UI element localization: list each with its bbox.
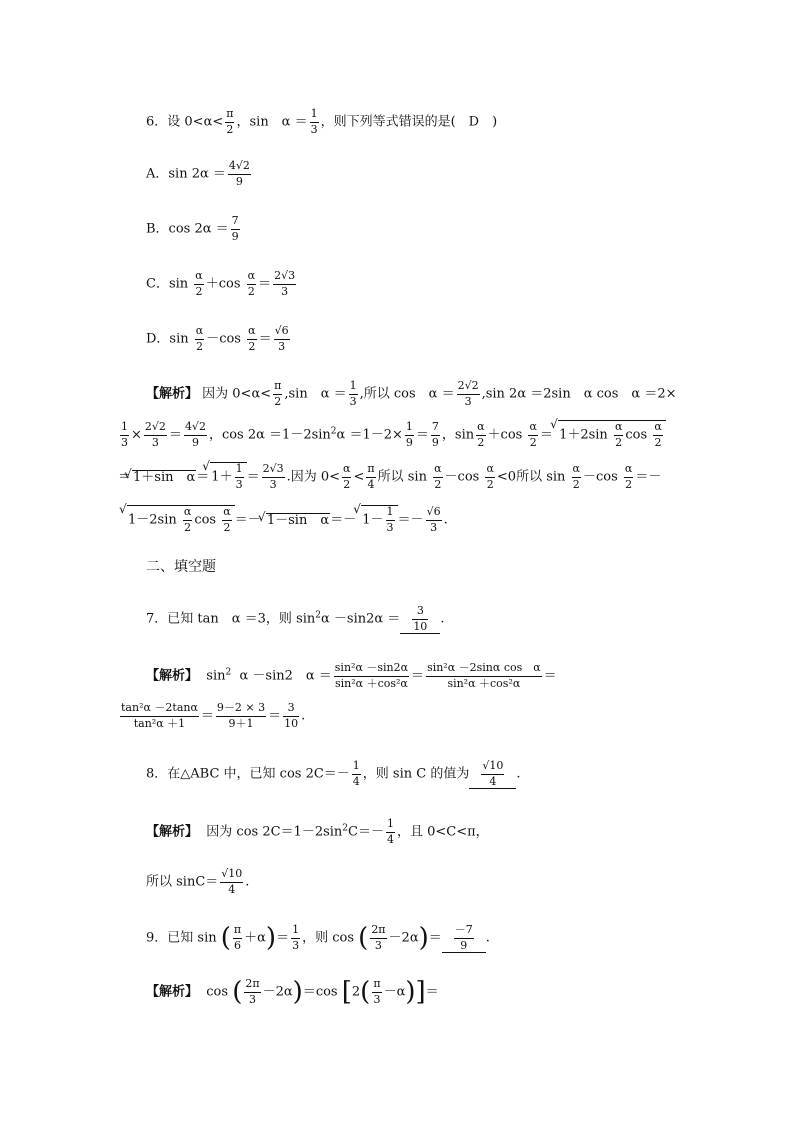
math-text: ，且 0<C<π， <box>396 824 489 840</box>
fraction <box>120 421 129 449</box>
math-text: <0所以 sin <box>496 469 566 485</box>
fraction-numerator: √10 <box>220 868 243 883</box>
square-root <box>558 420 666 449</box>
fraction-numerator: 2√2 <box>144 421 167 436</box>
math-text: C＝－ <box>348 824 384 840</box>
sol6-line4 <box>126 505 448 534</box>
fraction-numerator: tan²α －2tanα <box>120 702 199 717</box>
math-text: ＋cos <box>487 427 523 443</box>
square-root <box>127 505 235 534</box>
solution-tag: 【解析】 <box>146 824 199 840</box>
fraction <box>614 421 623 449</box>
fraction-denominator: 2 <box>434 477 442 491</box>
math-text: －2α <box>388 930 419 946</box>
fraction-denominator: 3 <box>386 520 394 534</box>
fraction <box>291 924 300 952</box>
math-text: 所以 sin <box>377 469 427 485</box>
fraction-denominator: 3 <box>269 477 277 491</box>
math-text: －cos <box>582 469 618 485</box>
math-text: cos <box>625 427 648 443</box>
fraction-denominator: 2 <box>654 435 662 449</box>
fraction-numerator: α <box>342 463 351 478</box>
fraction <box>370 924 386 952</box>
square-root <box>210 462 246 491</box>
fraction-denominator: tan²α ＋1 <box>133 716 186 730</box>
fraction-numerator: α <box>194 270 203 285</box>
fraction-numerator: α <box>183 506 192 521</box>
fraction <box>231 215 240 243</box>
math-text: cos <box>206 984 229 1000</box>
fraction-denominator: 4 <box>489 774 497 788</box>
math-text: . <box>485 930 490 946</box>
math-text: ＝ <box>196 469 210 485</box>
q9-stem <box>146 924 490 953</box>
fraction-numerator: π <box>225 108 234 123</box>
math-text: ，cos 2α ＝1－2sin <box>208 427 331 443</box>
fraction-numerator: 4√2 <box>184 421 207 436</box>
fraction <box>194 270 203 298</box>
fraction-denominator: sin²α ＋cos²α <box>447 676 521 690</box>
fraction-denominator: 10 <box>284 716 299 730</box>
fraction-numerator: α <box>572 463 581 478</box>
fraction-numerator: 3 <box>412 605 428 620</box>
math-text: ,sin α ＝ <box>284 386 347 402</box>
math-text: －cos <box>444 469 480 485</box>
bracket: [ <box>341 977 352 1008</box>
fraction-numerator: 1 <box>386 818 395 833</box>
q6-stem: 6．设 0<α< $\frac{\pi}{2}$ ，sin α ＝ $\frac{1}{3}$ ，则下列等式错误的是( D ) <box>146 107 498 136</box>
fraction-denominator: 4 <box>352 774 360 788</box>
fraction <box>144 421 167 449</box>
sol6-line2 <box>118 420 666 449</box>
fraction <box>528 421 537 449</box>
math-text: ，sin <box>441 427 475 443</box>
fraction-numerator: π <box>366 463 375 478</box>
fraction-denominator: 4 <box>386 832 394 846</box>
fraction <box>120 702 199 730</box>
fraction <box>481 760 504 788</box>
fraction <box>262 463 285 491</box>
superscript: 2 <box>315 610 322 621</box>
answer-blank <box>400 605 440 634</box>
fraction <box>572 463 581 491</box>
fraction-numerator: α <box>653 421 662 436</box>
fraction-numerator: 7 <box>431 421 440 436</box>
math-text: 因为 cos 2C＝1－2sin <box>206 824 343 840</box>
fraction-denominator: 4 <box>228 882 236 896</box>
fraction-numerator: α <box>247 325 256 340</box>
math-text: . <box>443 512 448 528</box>
fraction-numerator: α <box>222 506 231 521</box>
fraction-numerator: α <box>476 421 485 436</box>
fraction <box>366 463 375 491</box>
fraction <box>283 702 299 730</box>
fraction <box>228 160 251 188</box>
solution-tag: 【解析】 <box>146 386 199 402</box>
math-text: 所以 sinC＝ <box>146 874 219 890</box>
square-root <box>361 505 397 534</box>
math-text: 因为 0<α< <box>202 386 272 402</box>
math-text: ＝ <box>168 427 182 443</box>
fraction-numerator: 1 <box>310 108 319 123</box>
fraction <box>454 924 474 952</box>
fraction-denominator: 9 <box>405 435 413 449</box>
fraction-denominator: 3 <box>310 122 318 136</box>
fraction-denominator: 2 <box>248 339 256 353</box>
fraction-denominator: 3 <box>281 284 289 298</box>
fraction <box>184 421 207 449</box>
fraction-numerator: 2√3 <box>262 463 285 478</box>
fraction <box>485 463 494 491</box>
fraction-denominator: 3 <box>292 938 300 952</box>
math-text: ＝ <box>246 469 260 485</box>
fraction <box>476 421 485 449</box>
fraction-numerator: √10 <box>481 760 504 775</box>
square-root <box>266 513 330 527</box>
fraction <box>426 506 442 534</box>
fraction-denominator: 9 <box>191 435 199 449</box>
math-text: 7．已知 tan α ＝3，则 sin <box>146 611 316 627</box>
q6-option-c: C．sin $\frac{\alpha}{2}$ ＋cos $\frac{\alpha}{2}$ ＝ $\frac{2√3}{3}$ <box>146 269 296 298</box>
fraction-denominator: 3 <box>121 435 128 449</box>
fraction-numerator: α <box>433 463 442 478</box>
fraction-numerator: α <box>247 270 256 285</box>
fraction-denominator: 9 <box>460 938 468 952</box>
math-text: ＝－ <box>234 512 261 528</box>
fraction-denominator: 3 <box>278 339 286 353</box>
fraction <box>457 380 480 408</box>
fraction-denominator: 2 <box>486 477 494 491</box>
fraction <box>386 818 395 846</box>
math-text: C．sin <box>146 276 189 292</box>
fraction-numerator: 1 <box>405 421 414 436</box>
math-text: －α <box>383 984 406 1000</box>
math-text: ＋cos <box>205 276 241 292</box>
fraction-numerator: sin²α －sin2α <box>334 662 409 677</box>
bracket: ) <box>292 977 303 1008</box>
math-text: A．sin 2α ＝ <box>146 166 226 182</box>
fraction-denominator: 6 <box>234 938 242 952</box>
fraction <box>244 978 260 1006</box>
math-text: 1＋ <box>211 469 233 485</box>
fraction-denominator: 2 <box>615 435 623 449</box>
math-text: ＝cos <box>302 984 338 1000</box>
fraction <box>624 463 633 491</box>
math-text: . <box>440 611 445 627</box>
superscript: 2 <box>225 667 232 678</box>
math-text: ＝－ <box>397 512 424 528</box>
fraction-denominator: 2 <box>195 284 203 298</box>
math-text: 1－ <box>362 512 384 528</box>
fraction-numerator: α <box>624 463 633 478</box>
fraction <box>431 421 440 449</box>
fraction <box>349 380 358 408</box>
math-text: ＝ <box>276 930 290 946</box>
fraction-numerator: －7 <box>454 924 474 939</box>
fraction-denominator: 4 <box>367 477 375 491</box>
fraction-denominator: 2 <box>195 339 203 353</box>
fraction-denominator: 2 <box>477 435 485 449</box>
math-text: ＝ <box>425 984 439 1000</box>
fraction-denominator: 2 <box>625 477 633 491</box>
fraction <box>247 325 256 353</box>
fraction-numerator: 2π <box>370 924 386 939</box>
fraction <box>183 506 192 534</box>
math-text: ＝ <box>539 427 553 443</box>
math-text: ,所以 cos α ＝ <box>359 386 455 402</box>
q6-option-d: D．sin $\frac{\alpha}{2}$ －cos $\frac{\alpha}{2}$ ＝ $\frac{√6}{3}$ <box>146 324 289 353</box>
math-text: ，则 cos <box>302 930 355 946</box>
math-text: ＝ <box>268 708 282 724</box>
fraction-denominator: 3 <box>151 435 159 449</box>
fraction-numerator: α <box>528 421 537 436</box>
fraction-denominator: 3 <box>349 394 357 408</box>
math-text: 8．在△ABC 中，已知 cos 2C＝－ <box>146 766 350 782</box>
fraction-denominator: 10 <box>413 619 428 633</box>
fraction <box>273 270 296 298</box>
fraction-numerator: α <box>614 421 623 436</box>
math-text: ＝ <box>428 930 442 946</box>
solution-tag: 【解析】 <box>146 984 199 1000</box>
math-text: ＝ <box>543 668 557 684</box>
fraction-denominator: 2 <box>343 477 351 491</box>
q6-option-a <box>146 160 253 188</box>
math-text: B．cos 2α ＝ <box>146 221 229 237</box>
fraction-numerator: 9－2 × 3 <box>216 702 266 717</box>
fraction <box>433 463 442 491</box>
fraction-numerator: 1 <box>386 506 395 521</box>
bracket: ) <box>418 923 429 954</box>
fraction <box>222 506 231 534</box>
fraction <box>342 463 351 491</box>
bracket: ) <box>265 923 277 954</box>
fraction-denominator: 9 <box>431 435 439 449</box>
superscript: 2 <box>330 426 337 437</box>
math-text: α －sin2 α ＝ <box>239 668 332 684</box>
sol8-line2 <box>146 868 249 896</box>
sol6-line1 <box>146 380 676 408</box>
math-text: < <box>353 469 365 485</box>
math-text: 1＋2sin <box>559 427 608 443</box>
math-text: ＝ <box>415 427 429 443</box>
bracket: ( <box>220 923 231 954</box>
fraction <box>220 868 243 896</box>
fraction-denominator: sin²α ＋cos²α <box>334 676 408 690</box>
fraction <box>386 506 395 534</box>
sol7-line1 <box>146 662 557 690</box>
fraction-numerator: α <box>485 463 494 478</box>
fraction-numerator: 2√3 <box>273 270 296 285</box>
fraction <box>274 325 290 353</box>
q6-option-b <box>146 215 242 243</box>
math-text: ，则 sin C 的值为 <box>362 766 470 782</box>
fraction-denominator: 9 <box>235 174 243 188</box>
math-text: sin <box>206 668 226 684</box>
fraction <box>216 702 266 730</box>
math-text: 9．已知 sin <box>146 930 217 946</box>
math-text: －cos <box>206 331 241 347</box>
fraction-numerator: 7 <box>231 215 240 230</box>
fraction-denominator: 2 <box>529 435 537 449</box>
fraction-numerator: 1 <box>120 421 129 436</box>
fraction-numerator: 1 <box>352 760 361 775</box>
q8-stem <box>146 760 521 789</box>
section-title: 二、填空题 <box>146 559 216 575</box>
fraction-numerator: 2√2 <box>457 380 480 395</box>
fraction-denominator: 3 <box>374 938 382 952</box>
math-text: ＋α <box>244 930 266 946</box>
fraction-denominator: 3 <box>430 520 438 534</box>
fraction-denominator: 3 <box>235 477 243 491</box>
fraction-denominator: 2 <box>274 394 282 408</box>
square-root <box>132 470 196 484</box>
sol6-line3 <box>118 462 661 491</box>
solution-tag: 【解析】 <box>146 668 199 684</box>
math-text: . <box>301 708 306 724</box>
fraction <box>405 421 414 449</box>
q7-stem <box>146 605 444 634</box>
fraction-denominator: 3 <box>373 992 381 1006</box>
fraction-numerator: 1 <box>349 380 358 395</box>
fraction-denominator: 3 <box>464 394 472 408</box>
math-text: cos <box>194 512 217 528</box>
fraction <box>235 463 244 491</box>
fraction <box>352 760 361 788</box>
math-text: 1－2sin <box>128 512 177 528</box>
math-text: ＝ <box>411 668 425 684</box>
bracket: ) <box>405 977 416 1008</box>
sol7-line2 <box>118 702 305 730</box>
fraction <box>426 662 542 690</box>
answer-blank <box>442 924 486 953</box>
sol8-line1 <box>146 818 489 846</box>
fraction-denominator: 2 <box>226 122 234 136</box>
fraction-denominator: 2 <box>184 520 192 534</box>
fraction-denominator: 2 <box>247 284 255 298</box>
fraction-numerator: 2π <box>244 978 260 993</box>
bracket: ( <box>360 977 371 1008</box>
fraction <box>233 924 242 952</box>
math-text: α －sin2α ＝ <box>321 611 401 627</box>
bracket: ] <box>415 977 426 1008</box>
fraction <box>225 108 234 136</box>
math-text: . <box>245 874 250 890</box>
math-text: × <box>131 427 142 443</box>
math-text: 2 <box>351 984 361 1000</box>
fraction <box>310 108 319 136</box>
fraction-numerator: 1 <box>235 463 244 478</box>
math-text: α ＝1－2× <box>336 427 403 443</box>
math-text: 1－sin α <box>266 512 330 528</box>
fraction-numerator: π <box>273 380 282 395</box>
fraction <box>372 978 381 1006</box>
fraction-numerator: 3 <box>283 702 299 717</box>
fraction-numerator: π <box>233 924 242 939</box>
fraction-numerator: 1 <box>291 924 300 939</box>
fraction-denominator: 3 <box>248 992 256 1006</box>
math-text: 1＋sin α <box>133 469 196 485</box>
fraction <box>653 421 662 449</box>
math-text: . <box>516 766 521 782</box>
fraction-numerator: π <box>372 978 381 993</box>
fraction <box>412 605 428 633</box>
math-text: －2α <box>262 984 293 1000</box>
math-text: ＝ <box>118 469 132 485</box>
fraction-numerator: √6 <box>426 506 442 521</box>
fraction-numerator: sin²α －2sinα cos α <box>426 662 542 677</box>
fraction-denominator: 2 <box>572 477 580 491</box>
bracket: ( <box>358 923 369 954</box>
fraction-numerator: α <box>195 325 204 340</box>
math-text: .因为 0< <box>286 469 341 485</box>
math-text: ＝ <box>200 708 214 724</box>
fraction-numerator: 4√2 <box>228 160 251 175</box>
fraction <box>273 380 282 408</box>
fraction <box>195 325 204 353</box>
fraction <box>334 662 409 690</box>
fraction-numerator: √6 <box>274 325 290 340</box>
fraction-denominator: 2 <box>223 520 231 534</box>
math-text: D．sin <box>146 331 189 347</box>
math-text: ＝－ <box>330 512 357 528</box>
answer-blank <box>469 760 516 789</box>
math-text: ＝－ <box>635 469 662 485</box>
fraction-denominator: 9＋1 <box>228 716 254 730</box>
sol9-line1 <box>146 978 439 1006</box>
math-text: ,sin 2α ＝2sin α cos α ＝2× <box>481 386 677 402</box>
superscript: 2 <box>342 823 349 834</box>
fraction <box>247 270 256 298</box>
fraction-denominator: 9 <box>231 229 239 243</box>
bracket: ( <box>232 977 243 1008</box>
